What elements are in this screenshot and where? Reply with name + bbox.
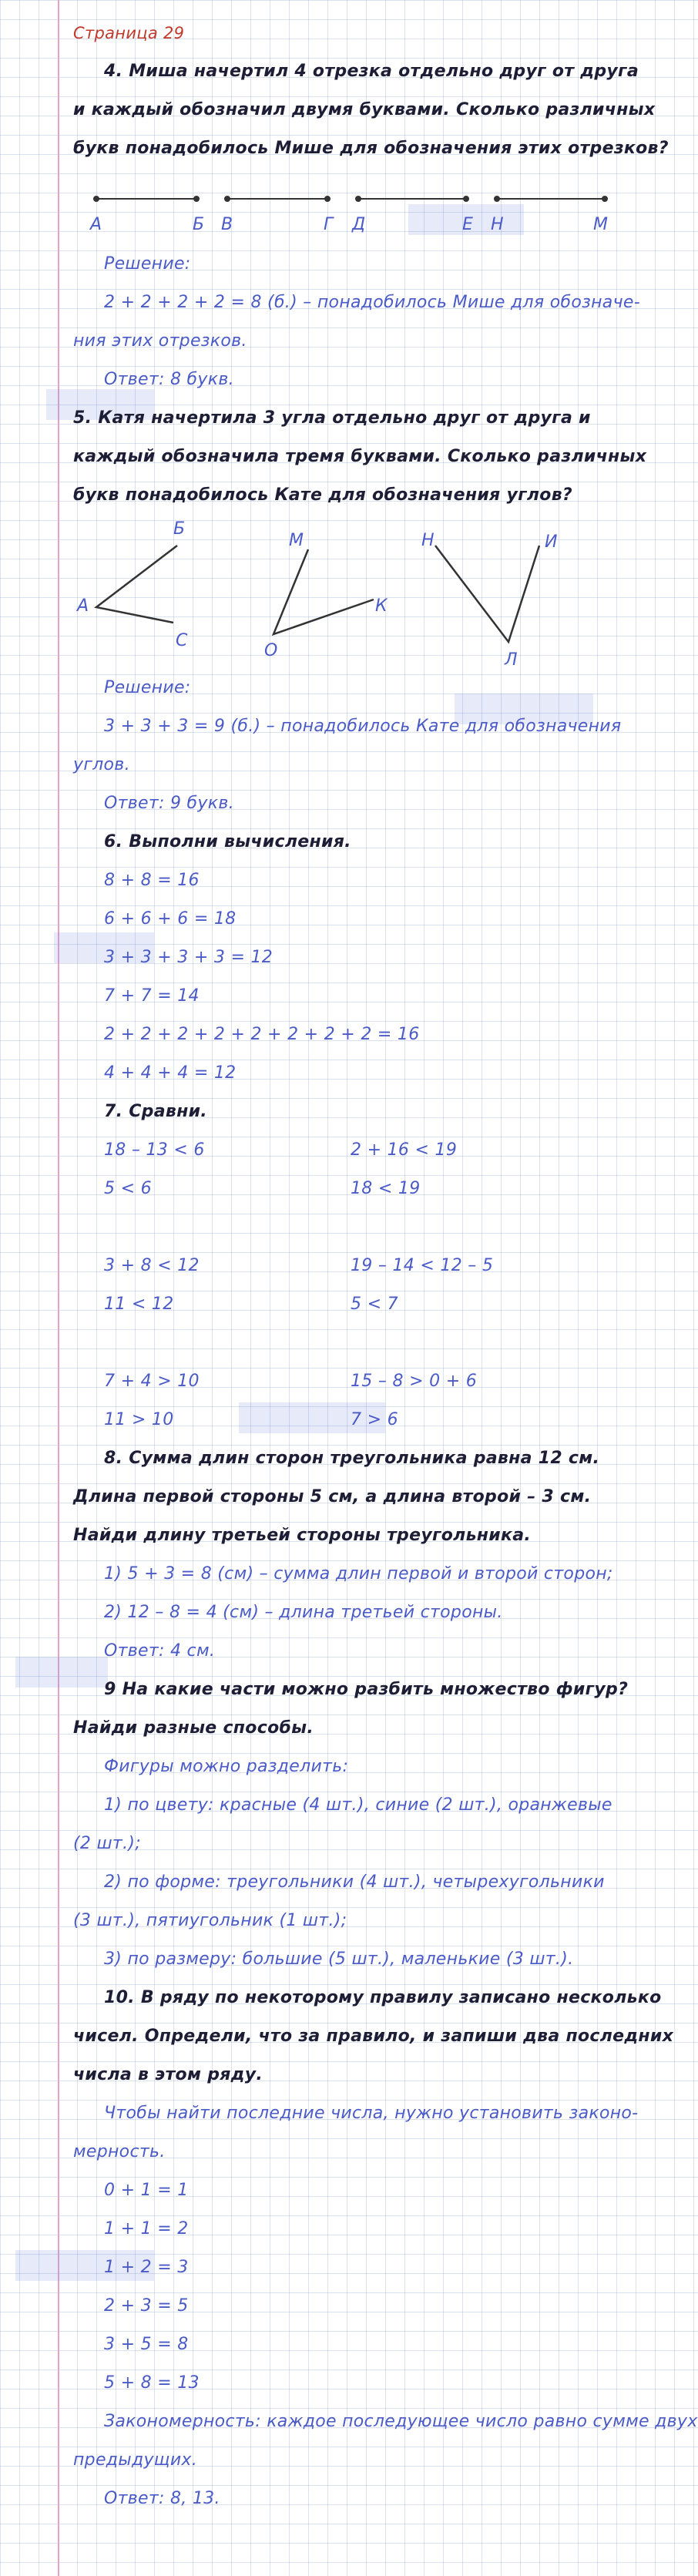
solution-line: 3 + 3 + 3 = 9 (б.) – понадобилось Кате для обозначения <box>104 717 622 736</box>
point-label: М <box>289 531 304 550</box>
solution-line: 2) 12 – 8 = 4 (см) – длина третьей стороны. <box>104 1603 503 1622</box>
task-text: Найди длину третьей стороны треугольника. <box>73 1526 532 1545</box>
solution-heading: Фигуры можно разделить: <box>104 1757 349 1776</box>
task-7 <box>73 1093 597 1439</box>
calc-line: 6 + 6 + 6 = 18 <box>104 909 237 929</box>
solution-line: предыдущих. <box>73 2450 198 2470</box>
task-text: чисел. Определи, что за правило, и запиши два последних <box>73 2027 674 2046</box>
calc-line: 1 + 2 = 3 <box>104 2258 189 2277</box>
task-text: каждый обозначила тремя буквами. Сколько различных <box>73 447 647 466</box>
compare-row <box>73 1247 597 1285</box>
task-text: числа в этом ряду. <box>73 2065 263 2084</box>
solution-line: Чтобы найти последние числа, нужно установить законо- <box>104 2104 639 2123</box>
calc-line: 8 + 8 = 16 <box>104 871 200 890</box>
point-label: Г <box>324 215 334 234</box>
calc-line: 5 + 8 = 13 <box>104 2373 200 2393</box>
angles-drawing <box>73 515 612 669</box>
calc-line: 1 + 1 = 2 <box>104 2219 189 2238</box>
solution-line: 3) по размеру: большие (5 шт.), маленькие (3 шт.). <box>104 1950 574 1969</box>
task-6 <box>73 823 597 1093</box>
angle-nli <box>435 546 539 642</box>
task-title: 6. Выполни вычисления. <box>104 832 351 851</box>
compare-left: 3 + 8 < 12 <box>104 1256 200 1275</box>
blank-row <box>73 1324 597 1362</box>
calc-line: 7 + 7 = 14 <box>104 986 200 1006</box>
task-text: Найди разные способы. <box>73 1718 314 1738</box>
task-10 <box>73 1979 698 2518</box>
point-label: А <box>90 215 102 234</box>
solution-line: (2 шт.); <box>73 1834 141 1853</box>
solution-line: 1) по цвету: красные (4 шт.), синие (2 шт.), оранжевые <box>104 1795 612 1815</box>
calc-line: 0 + 1 = 1 <box>104 2181 189 2200</box>
calc-line: 3 + 3 + 3 + 3 = 12 <box>104 948 273 967</box>
segments-figure <box>73 168 608 245</box>
task-title: 7. Сравни. <box>104 1102 207 1121</box>
compare-left: 7 + 4 > 10 <box>104 1372 200 1391</box>
task-text: 9 На какие части можно разбить множество фигур? <box>104 1680 629 1699</box>
compare-left: 11 < 12 <box>104 1295 174 1314</box>
solution-line: 2 + 2 + 2 + 2 = 8 (б.) – понадобилось Мише для обозначе- <box>104 293 640 312</box>
page-title: Страница 29 <box>73 24 185 42</box>
answer: Ответ: 9 букв. <box>104 794 234 813</box>
task-text: и каждый обозначил двумя буквами. Сколько различных <box>73 100 656 119</box>
margin-line <box>58 0 59 2576</box>
solution-heading: Решение: <box>104 678 191 697</box>
point-label: И <box>545 532 558 552</box>
task-5 <box>73 399 647 823</box>
blank-row <box>73 1208 597 1247</box>
point-label: Б <box>173 519 186 539</box>
angle-mok <box>273 549 374 634</box>
segments-drawing <box>73 168 612 245</box>
point-label: К <box>375 596 388 616</box>
compare-row <box>73 1401 597 1439</box>
solution-line: (3 шт.), пятиугольник (1 шт.); <box>73 1911 347 1930</box>
point-label: Л <box>505 650 518 670</box>
calc-line: 3 + 5 = 8 <box>104 2335 189 2354</box>
task-text: 4. Миша начертил 4 отрезка отдельно друг от друга <box>104 62 639 81</box>
compare-right: 5 < 7 <box>351 1295 398 1314</box>
point-label: С <box>176 631 188 650</box>
task-4 <box>73 52 669 399</box>
solution-line: мерность. <box>73 2142 166 2161</box>
solution-line: ния этих отрезков. <box>73 331 247 351</box>
compare-right: 19 – 14 < 12 – 5 <box>351 1256 494 1275</box>
answer: Ответ: 8, 13. <box>104 2489 220 2508</box>
compare-right: 7 > 6 <box>351 1410 398 1429</box>
calc-line: 4 + 4 + 4 = 12 <box>104 1063 237 1083</box>
point-label: В <box>221 215 233 234</box>
solution-heading: Решение: <box>104 254 191 274</box>
compare-right: 18 < 19 <box>351 1179 421 1198</box>
workbook-page <box>73 14 698 2518</box>
angle-bac <box>96 546 177 623</box>
compare-row <box>73 1170 597 1208</box>
task-text: 10. В ряду по некоторому правилу записано несколько <box>104 1988 662 2007</box>
solution-line: углов. <box>73 755 130 774</box>
task-9 <box>73 1671 629 1979</box>
point-label: Е <box>462 215 473 234</box>
solution-line: Закономерность: каждое последующее число равно сумме двух <box>104 2412 698 2431</box>
task-8 <box>73 1439 613 1671</box>
task-text: 8. Сумма длин сторон треугольника равна 12 см. <box>104 1449 600 1468</box>
compare-left: 5 < 6 <box>104 1179 152 1198</box>
compare-left: 11 > 10 <box>104 1410 174 1429</box>
point-label: Н <box>491 215 504 234</box>
answer: Ответ: 8 букв. <box>104 370 234 389</box>
solution-line: 1) 5 + 3 = 8 (см) – сумма длин первой и второй сторон; <box>104 1564 613 1584</box>
task-text: букв понадобилось Кате для обозначения углов? <box>73 485 572 505</box>
compare-row <box>73 1362 597 1401</box>
compare-left: 18 – 13 < 6 <box>104 1140 205 1160</box>
compare-right: 2 + 16 < 19 <box>351 1140 458 1160</box>
point-label: М <box>593 215 608 234</box>
task-text: Длина первой стороны 5 см, а длина второй – 3 см. <box>73 1487 592 1506</box>
compare-row <box>73 1131 597 1170</box>
point-label: Д <box>352 215 366 234</box>
task-text: букв понадобилось Мише для обозначения этих отрезков? <box>73 139 669 158</box>
compare-row <box>73 1285 597 1324</box>
calc-line: 2 + 3 = 5 <box>104 2296 189 2316</box>
task-text: 5. Катя начертила 3 угла отдельно друг от друга и <box>73 408 591 428</box>
calc-line: 2 + 2 + 2 + 2 + 2 + 2 + 2 + 2 = 16 <box>104 1025 420 1044</box>
angles-figure <box>73 515 597 669</box>
point-label: Н <box>421 531 435 550</box>
point-label: А <box>77 596 89 616</box>
point-label: Б <box>193 215 205 234</box>
point-label: О <box>264 641 278 660</box>
answer: Ответ: 4 см. <box>104 1641 216 1661</box>
compare-right: 15 – 8 > 0 + 6 <box>351 1372 478 1391</box>
solution-line: 2) по форме: треугольники (4 шт.), четырехугольники <box>104 1872 605 1892</box>
